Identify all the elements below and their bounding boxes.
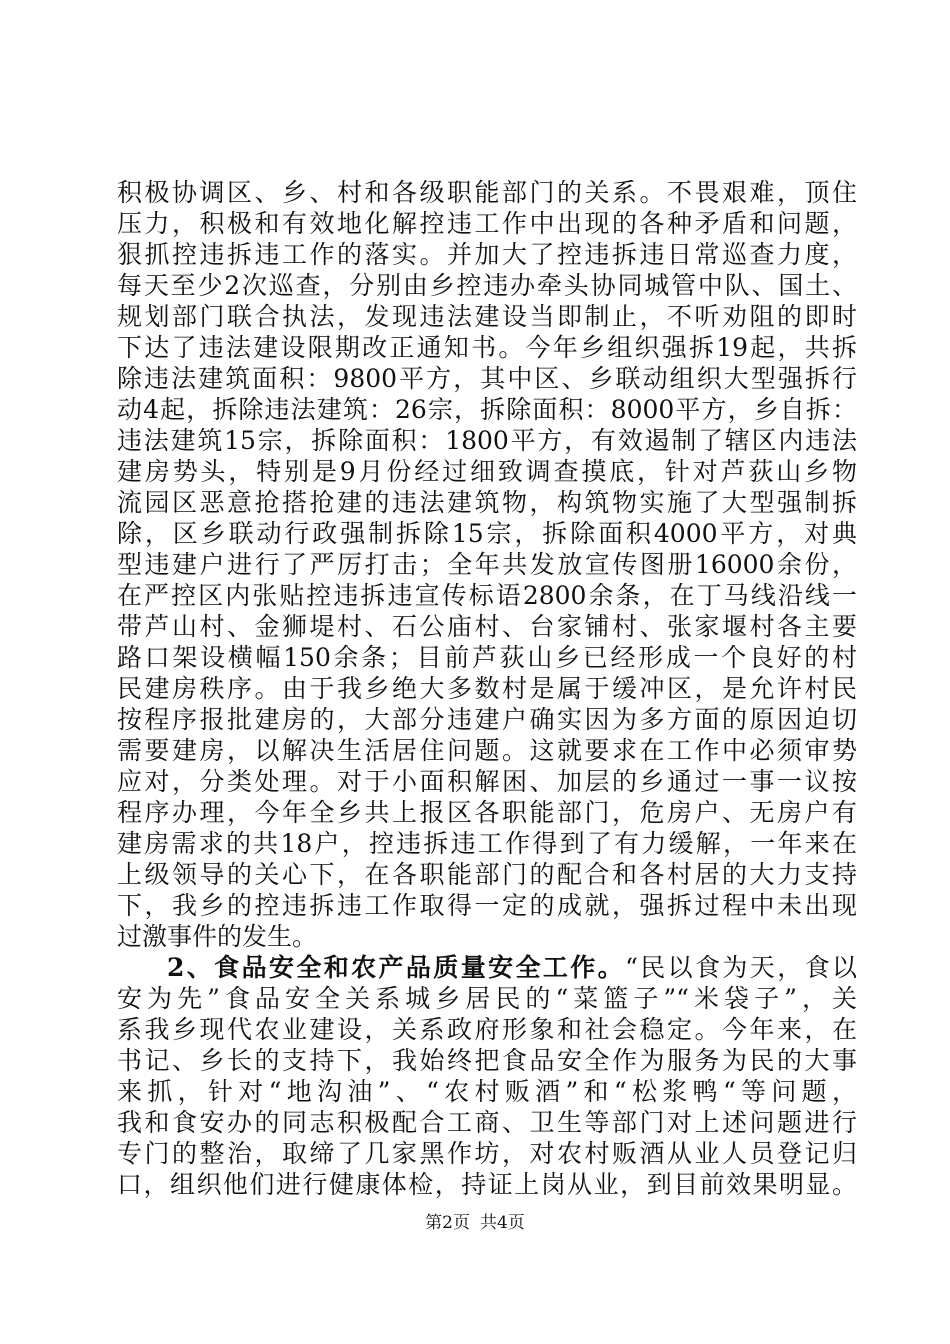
page-number: 第2页 [425, 1213, 470, 1233]
paragraph1-line: 积极协调区、乡、村和各级职能部门的关系。不畏艰难，顶住 [117, 178, 857, 207]
paragraph1-line: 建房需求的共18户，控违拆违工作得到了有力缓解，一年来在 [117, 829, 857, 858]
paragraph2-first-line [167, 952, 857, 983]
page-total: 共4页 [480, 1213, 525, 1233]
paragraph1-line: 在严控区内张贴控违拆违宣传标语2800余条，在丁马线沿线一 [117, 581, 857, 610]
paragraph1-line: 流园区恶意抢搭抢建的违法建筑物，构筑物实施了大型强制拆 [117, 488, 857, 517]
paragraph1-line: 违法建筑15宗，拆除面积：1800平方，有效遏制了辖区内违法 [117, 426, 857, 455]
paragraph1-line: 路口架设横幅150余条；目前芦荻山乡已经形成一个良好的村 [117, 643, 857, 672]
paragraph1-line: 建房势头，特别是9月份经过细致调查摸底，针对芦荻山乡物 [117, 457, 857, 486]
paragraph1-line: 下达了违法建设限期改正通知书。今年乡组织强拆19起，共拆 [117, 333, 857, 362]
paragraph2-line: 来抓，针对“地沟油”、“农村贩酒”和“松浆鸭“等问题， [117, 1077, 857, 1106]
paragraph2-first-line-text: “民以食为天，食以 [625, 953, 857, 982]
paragraph1-line: 动4起，拆除违法建筑：26宗，拆除面积：8000平方，乡自拆： [117, 395, 857, 424]
paragraph1-line: 除违法建筑面积：9800平方，其中区、乡联动组织大型强拆行 [117, 364, 857, 393]
paragraph1-line: 除，区乡联动行政强制拆除15宗，拆除面积4000平方，对典 [117, 519, 857, 548]
paragraph2-line: 系我乡现代农业建设，关系政府形象和社会稳定。今年来，在 [117, 1015, 857, 1044]
section-heading: 2、食品安全和农产品质量安全工作。 [167, 953, 626, 982]
paragraph1-line: 狠抓控违拆违工作的落实。并加大了控违拆违日常巡查力度， [117, 240, 857, 269]
paragraph1-line: 带芦山村、金狮堤村、石公庙村、台家铺村、张家堰村各主要 [117, 612, 857, 641]
page-footer [0, 1212, 950, 1234]
paragraph1-line: 型违建户进行了严厉打击；全年共发放宣传图册16000余份， [117, 550, 857, 579]
paragraph1-line: 压力，积极和有效地化解控违工作中出现的各种矛盾和问题， [117, 209, 857, 238]
paragraph2-line: 口，组织他们进行健康体检，持证上岗从业，到目前效果明显。 [117, 1170, 857, 1199]
paragraph1-line: 需要建房，以解决生活居住问题。这就要求在工作中必须审势 [117, 736, 857, 765]
paragraph1-line: 规划部门联合执法，发现违法建设当即制止，不听劝阻的即时 [117, 302, 857, 331]
paragraph2-line: 专门的整治，取缔了几家黑作坊，对农村贩酒从业人员登记归 [117, 1139, 857, 1168]
paragraph1-line: 每天至少2次巡查，分别由乡控违办牵头协同城管中队、国土、 [117, 271, 857, 300]
paragraph1-line: 过激事件的发生。 [117, 922, 318, 951]
paragraph2-line: 书记、乡长的支持下，我始终把食品安全作为服务为民的大事 [117, 1046, 857, 1075]
paragraph1-line: 上级领导的关心下，在各职能部门的配合和各村居的大力支持 [117, 860, 857, 889]
paragraph1-line: 应对，分类处理。对于小面积解困、加层的乡通过一事一议按 [117, 767, 857, 796]
paragraph1-line: 下，我乡的控违拆违工作取得一定的成就，强拆过程中未出现 [117, 891, 857, 920]
paragraph1-line: 民建房秩序。由于我乡绝大多数村是属于缓冲区，是允许村民 [117, 674, 857, 703]
paragraph1-line: 程序办理，今年全乡共上报区各职能部门，危房户、无房户有 [117, 798, 857, 827]
paragraph2-line: 我和食安办的同志积极配合工商、卫生等部门对上述问题进行 [117, 1108, 857, 1137]
paragraph2-line: 安为先”食品安全关系城乡居民的“菜篮子”“米袋子”，关 [117, 984, 857, 1013]
paragraph1-line: 按程序报批建房的，大部分违建户确实因为多方面的原因迫切 [117, 705, 857, 734]
